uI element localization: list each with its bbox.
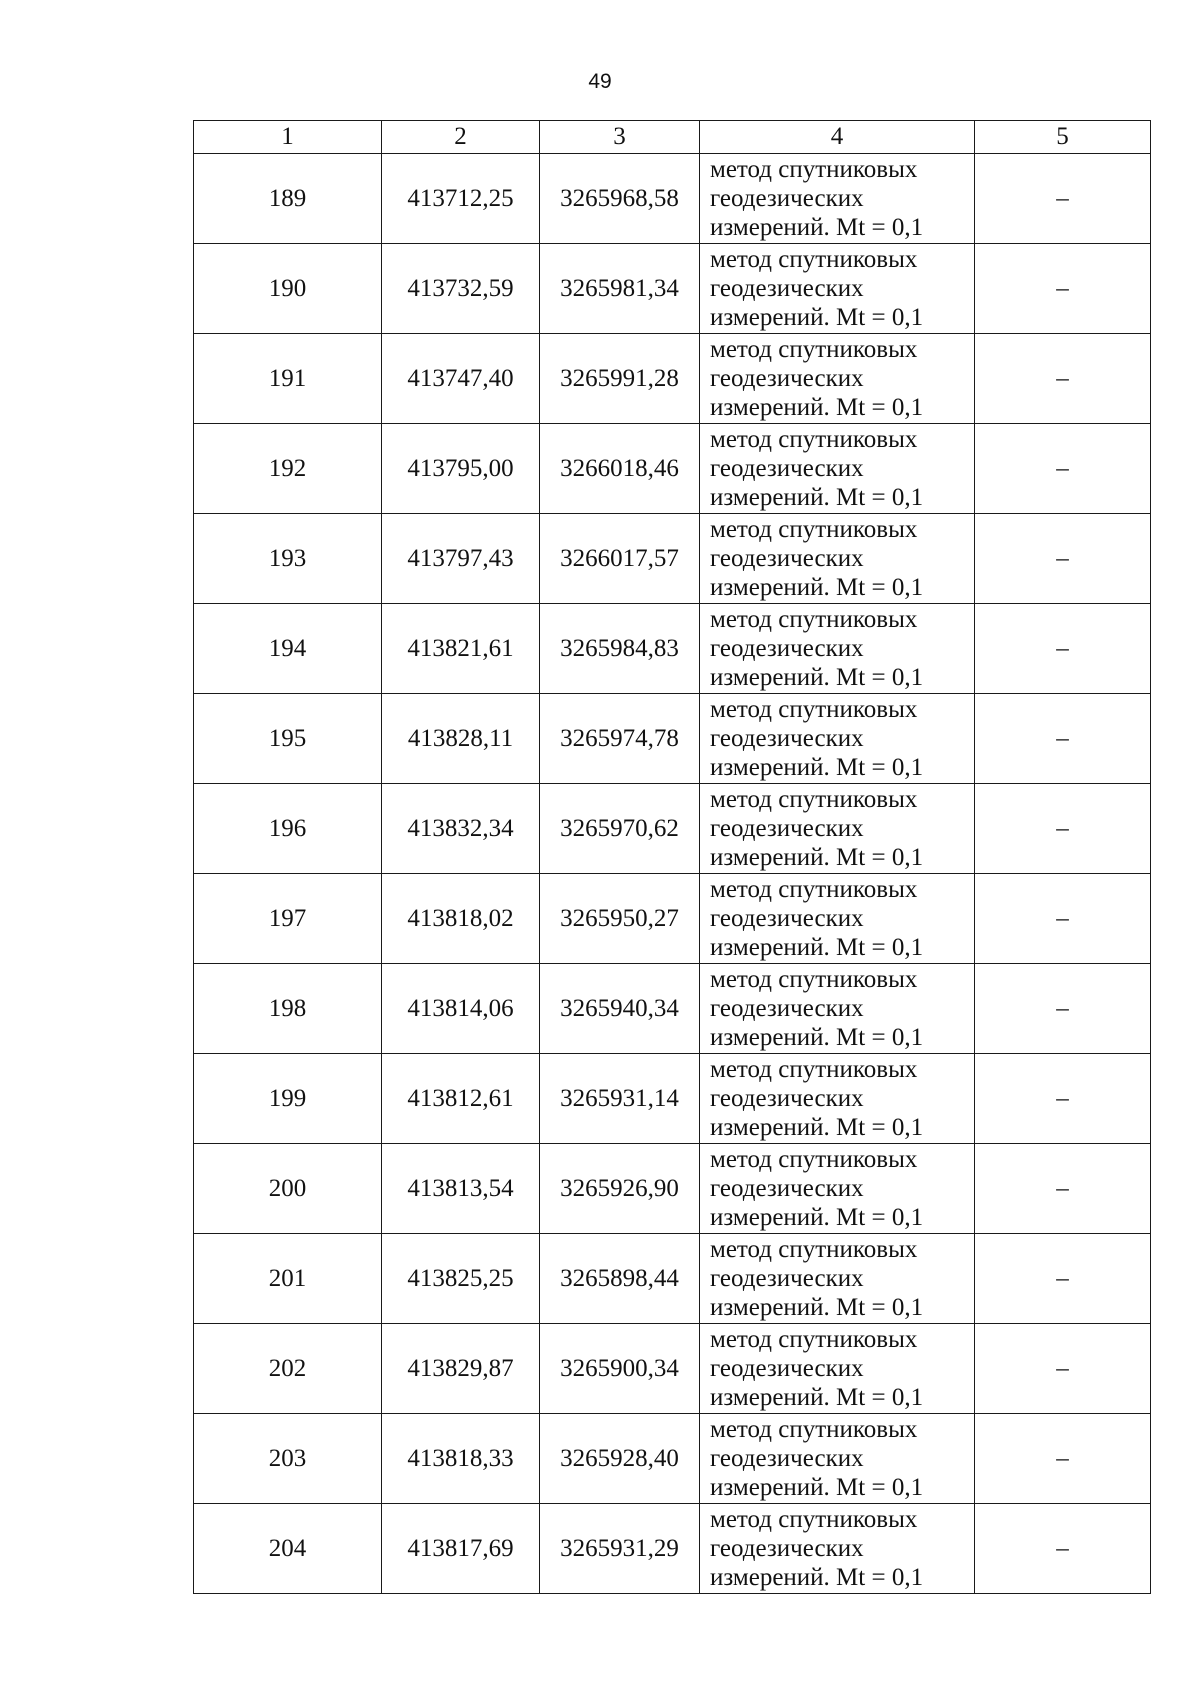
note-cell: –: [975, 1144, 1151, 1234]
y-coordinate-cell: 3265928,40: [540, 1414, 700, 1504]
note-cell: –: [975, 964, 1151, 1054]
note-cell: –: [975, 424, 1151, 514]
method-line: измерений. Mt = 0,1: [710, 1204, 924, 1231]
method-line: геодезических: [710, 545, 864, 572]
method-line: измерений. Mt = 0,1: [710, 214, 924, 241]
column-header-1: 1: [194, 121, 382, 154]
method-line: измерений. Mt = 0,1: [710, 664, 924, 691]
point-number-cell: 193: [194, 514, 382, 604]
method-cell: [700, 154, 975, 244]
table-row: [194, 1234, 1151, 1324]
note-cell: –: [975, 334, 1151, 424]
point-number-cell: 197: [194, 874, 382, 964]
note-cell: –: [975, 154, 1151, 244]
x-coordinate-cell: 413818,02: [382, 874, 540, 964]
method-line: измерений. Mt = 0,1: [710, 844, 924, 871]
method-line: метод спутниковых: [710, 1236, 918, 1263]
method-line: измерений. Mt = 0,1: [710, 1384, 924, 1411]
method-cell: [700, 1324, 975, 1414]
x-coordinate-cell: 413732,59: [382, 244, 540, 334]
method-line: геодезических: [710, 995, 864, 1022]
table-body: [194, 154, 1151, 1594]
table-row: [194, 154, 1151, 244]
method-line: измерений. Mt = 0,1: [710, 1474, 924, 1501]
note-cell: –: [975, 694, 1151, 784]
method-cell: [700, 694, 975, 784]
method-line: метод спутниковых: [710, 426, 918, 453]
method-line: измерений. Mt = 0,1: [710, 1114, 924, 1141]
method-line: метод спутниковых: [710, 336, 918, 363]
table-row: [194, 874, 1151, 964]
method-line: метод спутниковых: [710, 1326, 918, 1353]
y-coordinate-cell: 3265970,62: [540, 784, 700, 874]
x-coordinate-cell: 413747,40: [382, 334, 540, 424]
method-line: метод спутниковых: [710, 516, 918, 543]
coordinates-table: [193, 120, 1151, 1594]
method-line: измерений. Mt = 0,1: [710, 1294, 924, 1321]
y-coordinate-cell: 3265950,27: [540, 874, 700, 964]
method-line: метод спутниковых: [710, 1146, 918, 1173]
method-cell: [700, 514, 975, 604]
method-line: метод спутниковых: [710, 156, 918, 183]
method-line: геодезических: [710, 1355, 864, 1382]
y-coordinate-cell: 3266017,57: [540, 514, 700, 604]
x-coordinate-cell: 413828,11: [382, 694, 540, 784]
method-line: измерений. Mt = 0,1: [710, 1564, 924, 1591]
column-header-3: 3: [540, 121, 700, 154]
note-cell: –: [975, 874, 1151, 964]
method-line: геодезических: [710, 1085, 864, 1112]
method-line: метод спутниковых: [710, 1056, 918, 1083]
note-cell: –: [975, 604, 1151, 694]
x-coordinate-cell: 413797,43: [382, 514, 540, 604]
x-coordinate-cell: 413832,34: [382, 784, 540, 874]
y-coordinate-cell: 3265991,28: [540, 334, 700, 424]
note-cell: –: [975, 244, 1151, 334]
method-line: измерений. Mt = 0,1: [710, 574, 924, 601]
method-line: геодезических: [710, 1265, 864, 1292]
x-coordinate-cell: 413825,25: [382, 1234, 540, 1324]
method-cell: [700, 1504, 975, 1594]
y-coordinate-cell: 3265931,29: [540, 1504, 700, 1594]
method-cell: [700, 244, 975, 334]
method-line: метод спутниковых: [710, 1506, 918, 1533]
method-cell: [700, 1054, 975, 1144]
y-coordinate-cell: 3265940,34: [540, 964, 700, 1054]
y-coordinate-cell: 3265898,44: [540, 1234, 700, 1324]
method-cell: [700, 964, 975, 1054]
note-cell: –: [975, 1234, 1151, 1324]
point-number-cell: 196: [194, 784, 382, 874]
point-number-cell: 194: [194, 604, 382, 694]
method-cell: [700, 1414, 975, 1504]
method-line: геодезических: [710, 185, 864, 212]
note-cell: –: [975, 784, 1151, 874]
y-coordinate-cell: 3265931,14: [540, 1054, 700, 1144]
table-row: [194, 1324, 1151, 1414]
x-coordinate-cell: 413813,54: [382, 1144, 540, 1234]
method-cell: [700, 1144, 975, 1234]
x-coordinate-cell: 413812,61: [382, 1054, 540, 1144]
x-coordinate-cell: 413829,87: [382, 1324, 540, 1414]
point-number-cell: 189: [194, 154, 382, 244]
point-number-cell: 191: [194, 334, 382, 424]
point-number-cell: 201: [194, 1234, 382, 1324]
method-line: геодезических: [710, 1535, 864, 1562]
table-row: [194, 694, 1151, 784]
point-number-cell: 202: [194, 1324, 382, 1414]
method-line: геодезических: [710, 365, 864, 392]
x-coordinate-cell: 413814,06: [382, 964, 540, 1054]
y-coordinate-cell: 3265984,83: [540, 604, 700, 694]
x-coordinate-cell: 413817,69: [382, 1504, 540, 1594]
y-coordinate-cell: 3265981,34: [540, 244, 700, 334]
method-line: геодезических: [710, 1445, 864, 1472]
table-row: [194, 1504, 1151, 1594]
method-cell: [700, 1234, 975, 1324]
method-line: измерений. Mt = 0,1: [710, 484, 924, 511]
x-coordinate-cell: 413821,61: [382, 604, 540, 694]
table-row: [194, 334, 1151, 424]
x-coordinate-cell: 413795,00: [382, 424, 540, 514]
table-row: [194, 964, 1151, 1054]
method-line: метод спутниковых: [710, 696, 918, 723]
column-header-5: 5: [975, 121, 1151, 154]
header-row: [194, 121, 1151, 154]
method-line: геодезических: [710, 455, 864, 482]
point-number-cell: 195: [194, 694, 382, 784]
note-cell: –: [975, 1504, 1151, 1594]
point-number-cell: 190: [194, 244, 382, 334]
point-number-cell: 203: [194, 1414, 382, 1504]
method-cell: [700, 334, 975, 424]
method-line: измерений. Mt = 0,1: [710, 934, 924, 961]
point-number-cell: 192: [194, 424, 382, 514]
y-coordinate-cell: 3265974,78: [540, 694, 700, 784]
method-line: метод спутниковых: [710, 606, 918, 633]
method-line: геодезических: [710, 725, 864, 752]
table-row: [194, 244, 1151, 334]
table-row: [194, 424, 1151, 514]
method-line: измерений. Mt = 0,1: [710, 394, 924, 421]
method-line: геодезических: [710, 275, 864, 302]
x-coordinate-cell: 413712,25: [382, 154, 540, 244]
method-cell: [700, 604, 975, 694]
point-number-cell: 204: [194, 1504, 382, 1594]
y-coordinate-cell: 3265926,90: [540, 1144, 700, 1234]
y-coordinate-cell: 3265900,34: [540, 1324, 700, 1414]
method-line: метод спутниковых: [710, 876, 918, 903]
method-line: измерений. Mt = 0,1: [710, 754, 924, 781]
table-row: [194, 514, 1151, 604]
table-row: [194, 604, 1151, 694]
method-line: метод спутниковых: [710, 1416, 918, 1443]
note-cell: –: [975, 1324, 1151, 1414]
method-line: метод спутниковых: [710, 966, 918, 993]
point-number-cell: 200: [194, 1144, 382, 1234]
table-row: [194, 1054, 1151, 1144]
column-header-2: 2: [382, 121, 540, 154]
method-line: измерений. Mt = 0,1: [710, 1024, 924, 1051]
method-line: геодезических: [710, 905, 864, 932]
point-number-cell: 199: [194, 1054, 382, 1144]
page-number: 49: [588, 70, 612, 93]
point-number-cell: 198: [194, 964, 382, 1054]
table-row: [194, 1144, 1151, 1234]
x-coordinate-cell: 413818,33: [382, 1414, 540, 1504]
method-line: геодезических: [710, 1175, 864, 1202]
method-cell: [700, 424, 975, 514]
table-row: [194, 784, 1151, 874]
y-coordinate-cell: 3265968,58: [540, 154, 700, 244]
column-header-4: 4: [700, 121, 975, 154]
method-line: метод спутниковых: [710, 246, 918, 273]
method-cell: [700, 874, 975, 964]
note-cell: –: [975, 1054, 1151, 1144]
method-line: метод спутниковых: [710, 786, 918, 813]
table-header: [194, 121, 1151, 154]
method-line: измерений. Mt = 0,1: [710, 304, 924, 331]
table-row: [194, 1414, 1151, 1504]
y-coordinate-cell: 3266018,46: [540, 424, 700, 514]
method-line: геодезических: [710, 815, 864, 842]
method-line: геодезических: [710, 635, 864, 662]
note-cell: –: [975, 1414, 1151, 1504]
method-cell: [700, 784, 975, 874]
note-cell: –: [975, 514, 1151, 604]
